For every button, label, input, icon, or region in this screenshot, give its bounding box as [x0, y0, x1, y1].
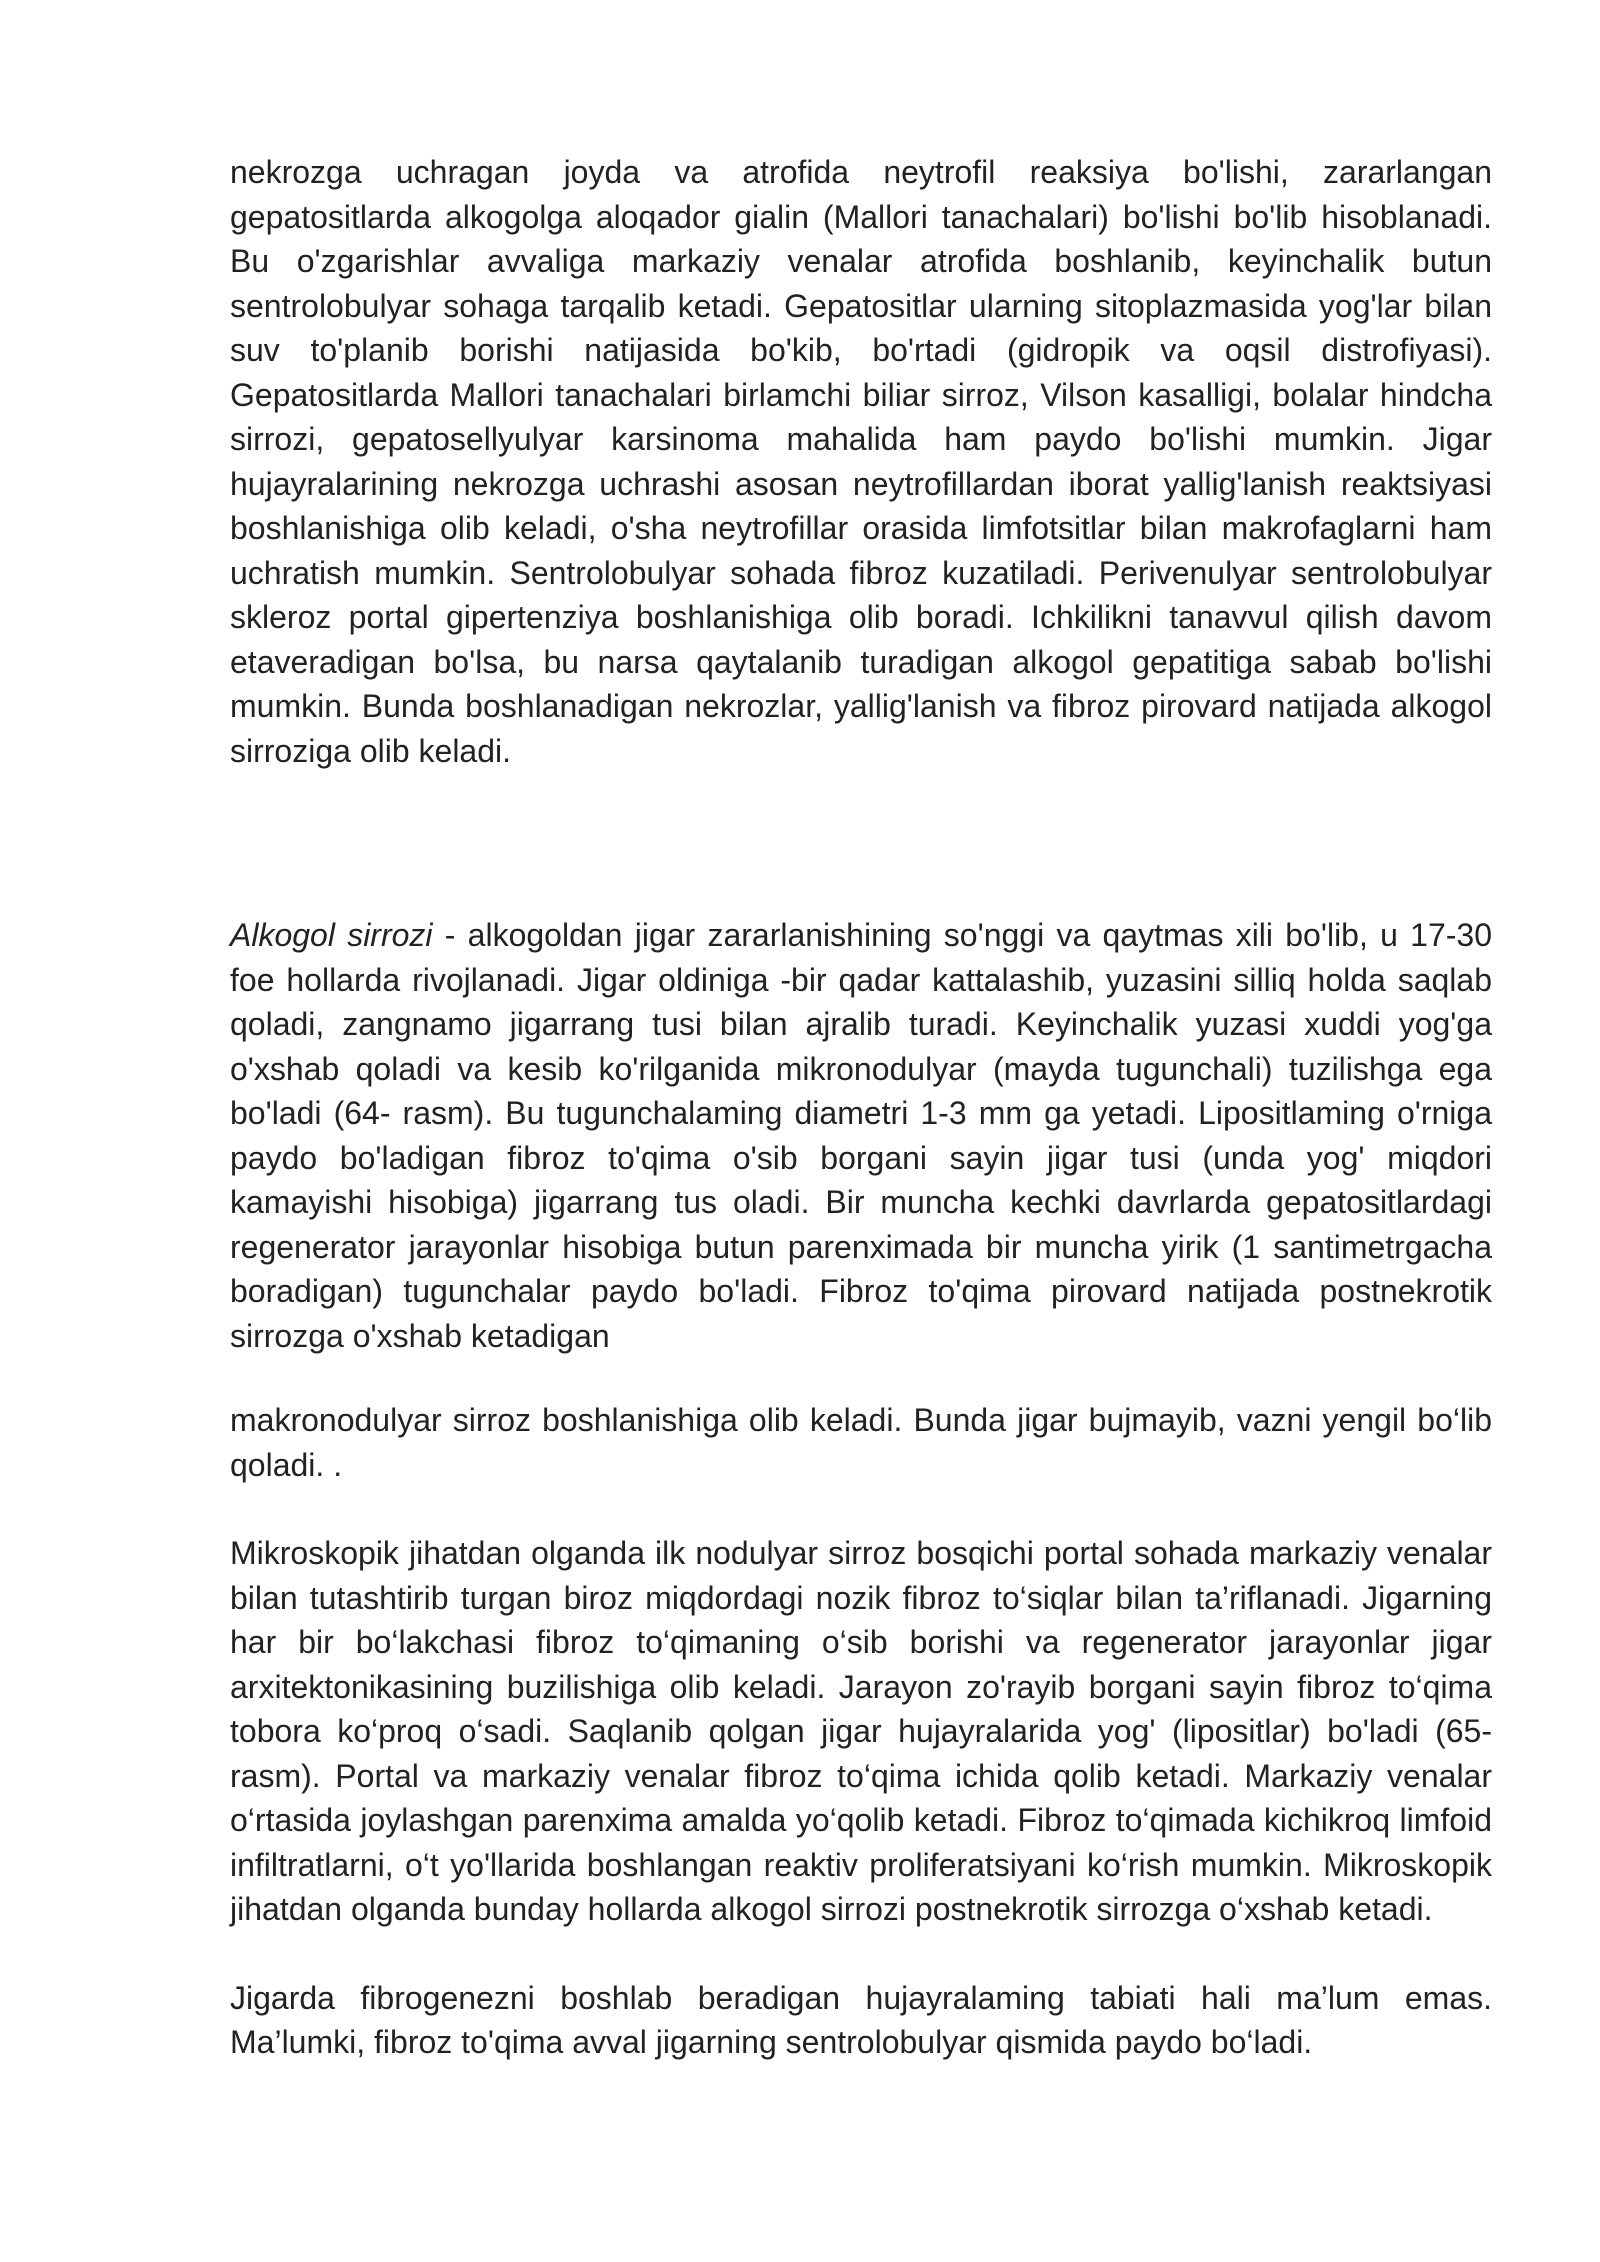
paragraph: Mikroskopik jihatdan olganda ilk nodulyar sirroz bosqichi portal sohada markaziy venalar bilan tutashtirib turgan biroz miqdordagi nozik fibroz to‘siqlar bilan ta’riflanadi. Jigarning har bir bo‘lakchasi fibroz to‘qimaning o‘sib borishi va regenerator jarayonlar jigar arxitektonikasining buzilishiga olib keladi. Jarayon zo'rayib borgani sayin fibroz to‘qima tobora ko‘proq o‘sadi. Saqlanib qolgan jigar hujayralarida yog' (lipositlar) bo'ladi (65-rasm). Portal va markaziy venalar fibroz to‘qima ichida qolib ketadi. Markaziy venalar o‘rtasida joylashgan parenxima amalda yo‘qolib ketadi. Fibroz to‘qimada kichikroq limfoid infiltratlarni, o‘t yo'llarida boshlangan reaktiv proliferatsiyani ko‘rish mumkin. Mikroskopik jihatdan olganda bunday hollarda alkogol sirrozi postnekrotik sirrozga o‘xshab ketadi. [230, 1535, 1492, 1927]
paragraph-text: - alkogoldan jigar zararlanishining so'nggi va qaytmas xili bo'lib, u 17-30 foe hollarda rivojlanadi. Jigar oldiniga -bir qadar kattalashib, yuzasini silliq holda saqlab qoladi, zangnamo jigarrang tusi bilan ajralib turadi. Keyinchalik yuzasi xuddi yog'ga o'xshab qoladi va kesib ko'rilganida mikronodulyar (mayda tugunchali) tuzilishga ega bo'ladi (64- rasm). Bu tugunchalaming diametri 1-3 mm ga yetadi. Lipositlaming o'rniga paydo bo'ladigan fibroz to'qima o'sib borgani sayin jigar tusi (unda yog' miqdori kamayishi hisobiga) jigarrang tus oladi. Bir muncha kechki davrlarda gepatositlardagi regenerator jarayonlar hisobiga butun parenximada bir muncha yirik (1 santimetrgacha boradigan) tugunchalar paydo bo'ladi. Fibroz to'qima pirovard natijada postnekrotik sirrozga o'xshab ketadigan [230, 917, 1493, 1354]
paragraph [230, 913, 1492, 1358]
paragraph: Jigarda fibrogenezni boshlab beradigan hujayralaming tabiati hali ma’lum emas. Ma’lumki, fibroz to'qima avval jigarning sentrolobulyar qismida paydo bo‘ladi. [230, 1979, 1492, 2060]
term-heading: Alkogol sirrozi [230, 917, 433, 953]
document-body [230, 150, 1492, 2109]
paragraph: makronodulyar sirroz boshlanishiga olib keladi. Bunda jigar bujmayib, vazni yengil bo‘lib qoladi. . [230, 1402, 1492, 1483]
paragraph: nekrozga uchragan joyda va atrofida neytrofil reaksiya bo'lishi, zararlangan gepatositlarda alkogolga aloqador gialin (Mallori tanachalari) bo'lishi bo'lib hisoblanadi. Bu o'zgarishlar avvaliga markaziy venalar atrofida boshlanib, keyinchalik butun sentrolobulyar sohaga tarqalib ketadi. Gepatositlar ularning sitoplazmasida yog'lar bilan suv to'planib borishi natijasida bo'kib, bo'rtadi (gidropik va oqsil distrofiyasi). Gepatositlarda Mallori tanachalari birlamchi biliar sirroz, Vilson kasalligi, bolalar hindcha sirrozi, gepatosellyulyar karsinoma mahalida ham paydo bo'lishi mumkin. Jigar hujayralarining nekrozga uchrashi asosan neytrofillardan iborat yallig'lanish reaktsiyasi boshlanishiga olib keladi, o'sha neytrofillar orasida limfotsitlar bilan makrofaglarni ham uchratish mumkin. Sentrolobulyar sohada fibroz kuzatiladi. Perivenulyar sentrolobulyar skleroz portal gipertenziya boshlanishiga olib boradi. Ichkilikni tanavvul qilish davom etaveradigan bo'lsa, bu narsa qaytalanib turadigan alkogol gepatitiga sabab bo'lishi mumkin. Bunda boshlanadigan nekrozlar, yallig'lanish va fibroz pirovard natijada alkogol sirroziga olib keladi. [230, 154, 1492, 769]
